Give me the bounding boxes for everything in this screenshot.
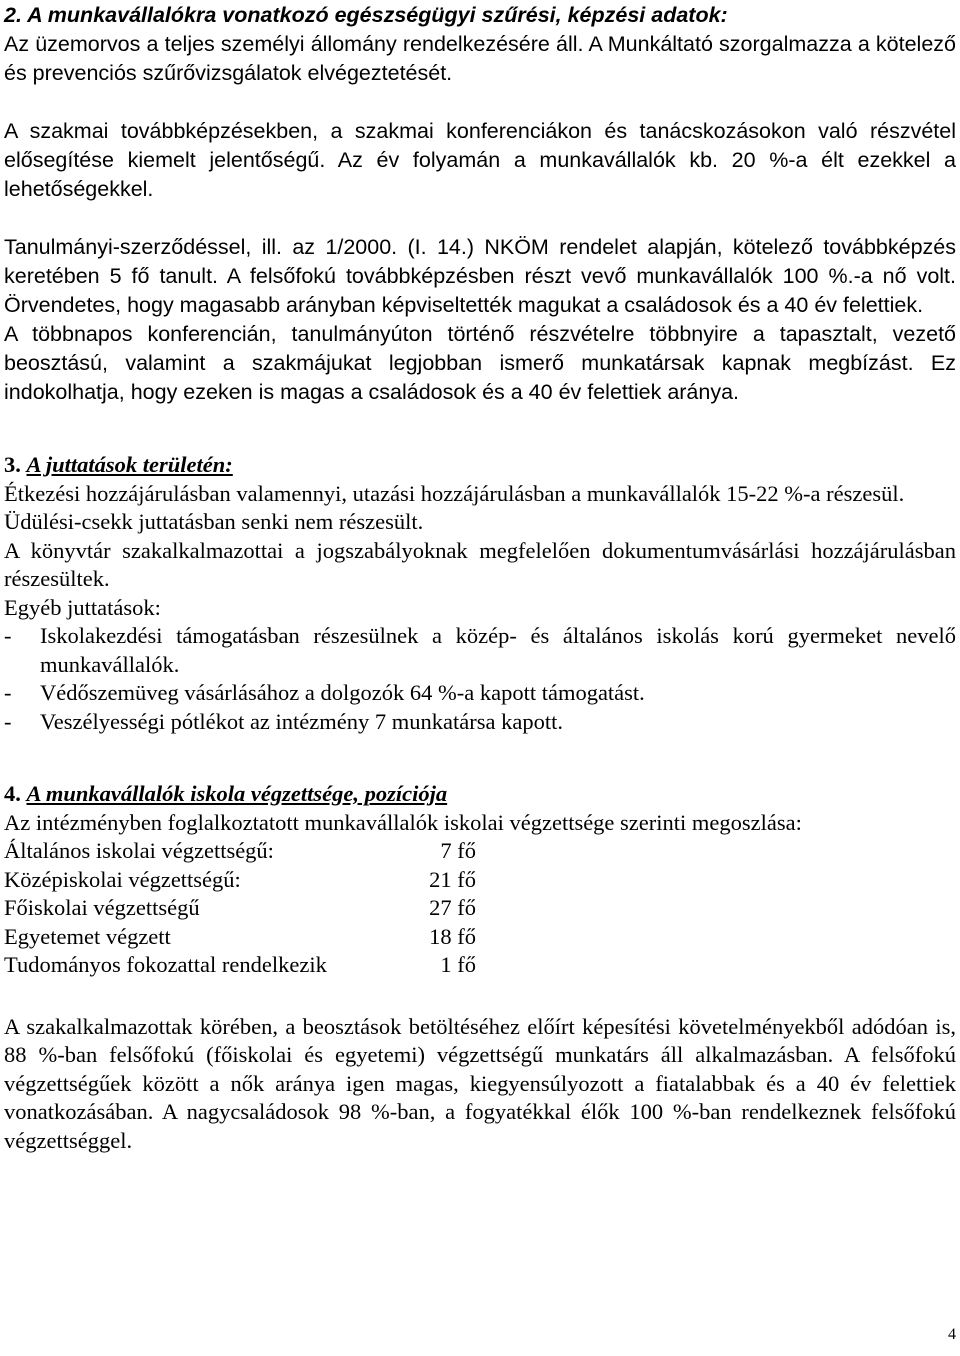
paragraph-conferences: A többnapos konferencián, tanulmányúton történő részvételre többnyire a tapasztalt, vezető beosztású, valamint a szakmájukat legjobban ismerő munkatársak kapnak megbízást. Ez indokolhatja, hogy ezeken is magas a családosok és a 40 év felettiek aránya. (4, 322, 956, 404)
document-page (4, 0, 956, 1155)
list-item-text: Iskolakezdési támogatásban részesülnek a közép- és általános iskolás korú gyermeket nevelő munkavállalók. (40, 623, 956, 677)
section-4-number: 4. (4, 781, 21, 806)
education-count: 27 fő (429, 895, 476, 920)
page-number: 4 (948, 1326, 956, 1343)
education-level: Középiskolai végzettségű: (4, 866, 241, 892)
paragraph-qualifications: A szakalkalmazottak körében, a beosztások betöltéséhez előírt képesítési követelményekből adódóan is, 88 %-ban felsőfokú (főiskolai és egyetemi) végzettségű munkatárs áll alkalmazásban. A felsőfokú végzettségűek között a nők aránya igen magas, kiegyensúlyozott a fiatalabbak és a 40 év felettiek vonatkozásában. A nagycsaládosok 98 %-ban, a fogyatékkal élők 100 %-ban rendelkeznek felsőfokú végzettséggel. (4, 1013, 956, 1153)
paragraph-education-intro: Az intézményben foglalkoztatott munkavállalók iskolai végzettsége szerinti megoszlása: (4, 809, 802, 835)
section-education (4, 780, 956, 1155)
section-4-heading (4, 780, 956, 809)
list-item (4, 679, 956, 708)
paragraph-occupational-doctor: Az üzemorvos a teljes személyi állomány rendelkezésére áll. A Munkáltató szorgalmazza a kötelező és prevenciós szűrővizsgálatok elvégeztetését. (4, 32, 956, 85)
table-row (4, 951, 956, 980)
section-3-title: A juttatások területén: (26, 452, 233, 477)
section-health-training (4, 0, 956, 407)
list-dash: - (4, 623, 12, 648)
table-row (4, 837, 956, 866)
section-4-title: A munkavállalók iskola végzettsége, pozíciója (26, 781, 448, 806)
paragraph-holiday-voucher: Üdülési-csekk juttatásban senki nem részesült. (4, 509, 424, 534)
paragraph-other-benefits: Egyéb juttatások: (4, 594, 161, 620)
table-row (4, 923, 956, 952)
education-level: Tudományos fokozattal rendelkezik (4, 952, 327, 977)
paragraph-study-contracts: Tanulmányi-szerződéssel, ill. az 1/2000. (I. 14.) NKÖM rendelet alapján, kötelező továbbképzés keretében 5 fő tanult. A felsőfokú továbbképzésben részt vevő munkavállalók 100 %.-a nő volt. Örvendetes, hogy magasabb arányban képviseltették magukat a családosok és a 40 év felettiek. (4, 235, 956, 317)
section-2-heading: 2. A munkavállalókra vonatkozó egészségügyi szűrési, képzési adatok: (4, 3, 728, 27)
paragraph-library-staff: A könyvtár szakalkalmazottai a jogszabályoknak megfelelően dokumentumvásárlási hozzájárulásban részesültek. (4, 537, 956, 591)
list-dash: - (4, 680, 12, 705)
education-table (4, 837, 956, 980)
section-3-number: 3. (4, 452, 21, 477)
education-level: Általános iskolai végzettségű: (4, 838, 274, 863)
education-count: 7 fő (440, 838, 476, 863)
list-item (4, 708, 956, 737)
table-row (4, 866, 956, 895)
education-count: 21 fő (429, 866, 476, 892)
list-item (4, 622, 956, 679)
benefit-list (4, 622, 956, 736)
education-level: Egyetemet végzett (4, 923, 171, 949)
section-3-heading (4, 451, 956, 480)
table-row (4, 894, 956, 923)
list-item-text: Védőszemüveg vásárlásához a dolgozók 64 %-a kapott támogatást. (40, 680, 645, 705)
education-count: 1 fő (440, 952, 476, 977)
paragraph-training-participation: A szakmai továbbképzésekben, a szakmai konferenciákon és tanácskozásokon való részvétel elősegítése kiemelt jelentőségű. Az év folyamán a munkavállalók kb. 20 %-a élt ezekkel a lehetőségekkel. (4, 119, 956, 201)
list-item-text: Veszélyességi pótlékot az intézmény 7 munkatársa kapott. (40, 708, 563, 734)
list-dash: - (4, 708, 12, 734)
education-count: 18 fő (429, 923, 476, 949)
paragraph-meal-travel: Étkezési hozzájárulásban valamennyi, utazási hozzájárulásban a munkavállalók 15-22 %-a részesül. (4, 480, 905, 506)
section-benefits (4, 451, 956, 736)
education-level: Főiskolai végzettségű (4, 895, 200, 920)
